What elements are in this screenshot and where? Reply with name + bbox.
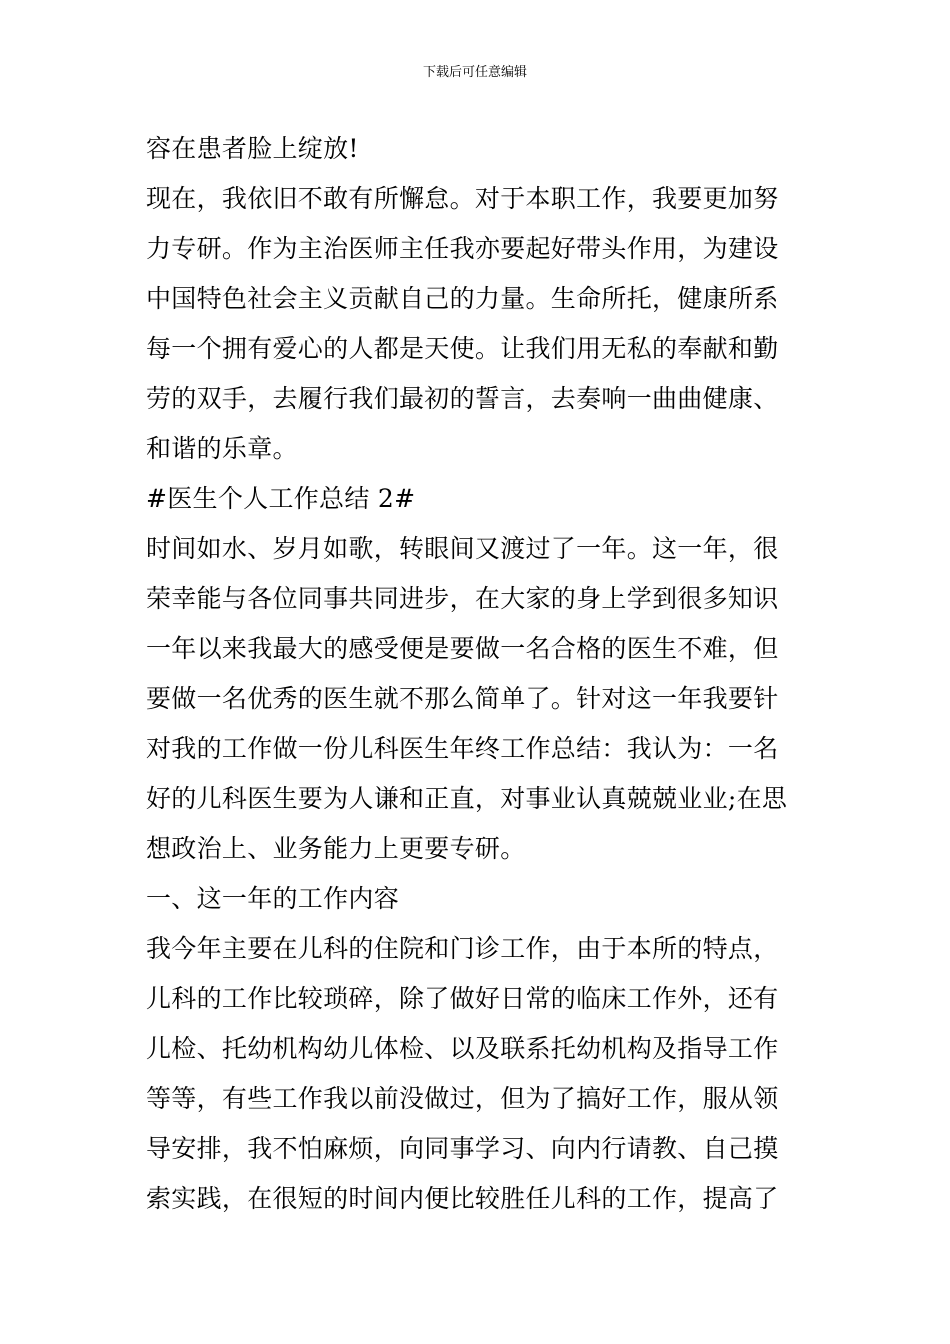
text-line: 我今年主要在儿科的住院和门诊工作，由于本所的特点， bbox=[146, 934, 779, 963]
text-line: 容在患者脸上绽放! bbox=[146, 134, 359, 163]
text-line: 对我的工作做一份儿科医生年终工作总结：我认为：一名 bbox=[146, 734, 779, 763]
text-line: 儿科的工作比较琐碎，除了做好日常的临床工作外，还有 bbox=[146, 984, 779, 1013]
text-line: 时间如水、岁月如歌，转眼间又渡过了一年。这一年，很 bbox=[146, 534, 779, 563]
document-body bbox=[146, 124, 816, 1224]
subsection-heading: 一、这一年的工作内容 bbox=[146, 884, 400, 913]
text-line: 一年以来我最大的感受便是要做一名合格的医生不难，但 bbox=[146, 634, 779, 663]
text-line: 中国特色社会主义贡献自己的力量。生命所托，健康所系 bbox=[146, 284, 779, 313]
text-line: 每一个拥有爱心的人都是天使。让我们用无私的奉献和勤 bbox=[146, 334, 779, 363]
text-line: 导安排，我不怕麻烦，向同事学习、向内行请教、自己摸 bbox=[146, 1134, 779, 1163]
text-line: 力专研。作为主治医师主任我亦要起好带头作用，为建设 bbox=[146, 234, 779, 263]
text-line: 等等，有些工作我以前没做过，但为了搞好工作，服从领 bbox=[146, 1084, 779, 1113]
text-line: 劳的双手，去履行我们最初的誓言，去奏响一曲曲健康、 bbox=[146, 384, 779, 413]
text-line: 想政治上、业务能力上更要专研。 bbox=[146, 834, 526, 863]
text-line: 荣幸能与各位同事共同进步，在大家的身上学到很多知识 bbox=[146, 584, 779, 613]
text-line: 现在，我依旧不敢有所懈怠。对于本职工作，我要更加努 bbox=[146, 184, 779, 213]
section-heading: #医生个人工作总结 2# bbox=[146, 484, 416, 513]
text-line: 要做一名优秀的医生就不那么简单了。针对这一年我要针 bbox=[146, 684, 779, 713]
text-line: 好的儿科医生要为人谦和正直，对事业认真兢兢业业;在思 bbox=[146, 784, 788, 813]
page-header: 下载后可任意编辑 bbox=[422, 65, 527, 80]
text-line: 和谐的乐章。 bbox=[146, 434, 298, 463]
text-line: 索实践，在很短的时间内便比较胜任儿科的工作，提高了 bbox=[146, 1184, 779, 1213]
text-line: 儿检、托幼机构幼儿体检、以及联系托幼机构及指导工作 bbox=[146, 1034, 779, 1063]
